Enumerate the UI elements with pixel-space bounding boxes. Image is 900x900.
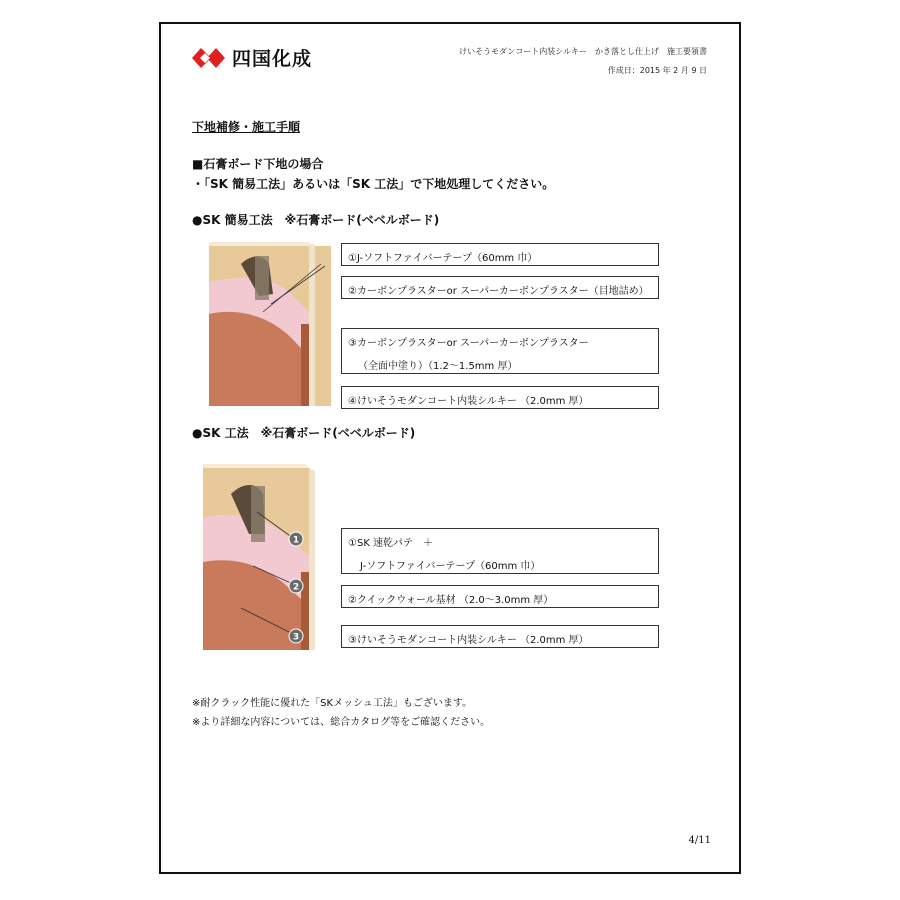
method2-step2-label: ②クイックウォール基材 （2.0～3.0mm 厚） <box>341 585 659 608</box>
method2-title: ●SK 工法 ※石膏ボード(ベベルボード) <box>192 426 416 440</box>
case-title: ■石膏ボード下地の場合 <box>192 157 324 171</box>
brand-logo-icon <box>192 45 230 71</box>
document-page <box>159 22 741 874</box>
method1-step4-label: ④けいそうモダンコート内装シルキー （2.0mm 厚） <box>341 386 659 409</box>
method1-step3-label: ③カーボンプラスターor スーパーカーボンプラスター （全面中塗り）（1.2～1.5mm 厚） <box>341 328 659 374</box>
footnote-2: ※より詳細な内容については、総合カタログ等をご確認ください。 <box>192 717 491 728</box>
section-title: 下地補修・施工手順 <box>192 120 301 134</box>
svg-text:2: 2 <box>292 582 300 593</box>
svg-text:3: 3 <box>292 632 300 643</box>
method2-wall-illustration <box>201 462 331 650</box>
svg-text:1: 1 <box>292 535 300 546</box>
method1-step2-label: ②カーボンプラスターor スーパーカーボンプラスター（目地詰め） <box>341 276 659 299</box>
method2-step1-label: ①SK 速乾パテ ＋ J-ソフトファイバーテープ（60mm 巾） <box>341 528 659 574</box>
method1-step1-label: ①J-ソフトファイバーテープ（60mm 巾） <box>341 243 659 266</box>
brand-name: 四国化成 <box>232 48 313 70</box>
page-number: 4/11 <box>688 835 711 846</box>
method2-step3-label: ③けいそうモダンコート内装シルキー （2.0mm 厚） <box>341 625 659 648</box>
footnote-1: ※耐クラック性能に優れた「SKメッシュ工法」もございます。 <box>192 698 473 709</box>
case-note: ・「SK 簡易工法」あるいは「SK 工法」で下地処理してください。 <box>192 177 555 191</box>
document-title: けいそうモダンコート内装シルキー かき落とし仕上げ 施工要領書 <box>459 47 707 56</box>
method1-wall-illustration <box>201 234 331 406</box>
created-date: 作成日：2015 年 2 月 9 日 <box>607 66 707 75</box>
method1-title: ●SK 簡易工法 ※石膏ボード(ベベルボード) <box>192 213 440 227</box>
